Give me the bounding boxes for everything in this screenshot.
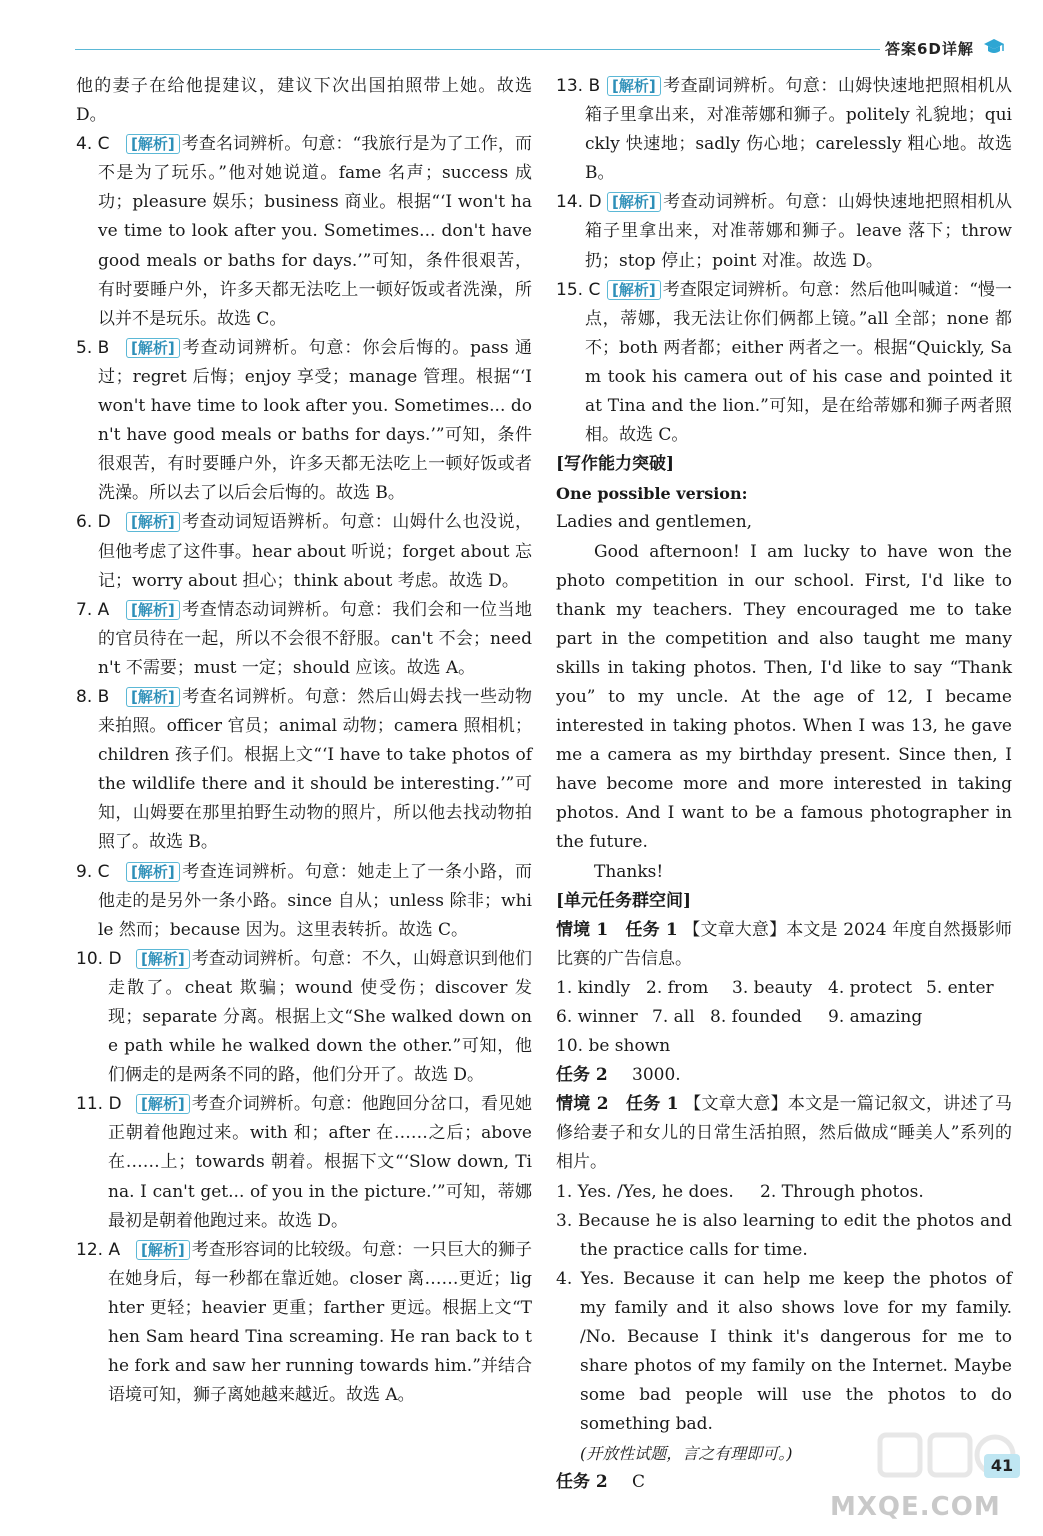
answer-item-4	[76, 130, 532, 334]
header-rule	[75, 49, 880, 50]
scenario-2-text: 【文章大意】本文是一篇记叙文，讲述了马修给妻子和女儿的日常生活拍照，然后做成“睡美人”系列的相片。	[556, 1094, 1013, 1173]
graduation-cap-icon	[983, 36, 1005, 58]
item-text: 考查情态动词辨析。句意：我们会和一位当地的官员待在一起，所以不会很不舒服。can't 不会；needn't 不需要；must 一定；should 应该。故选 A。	[98, 599, 532, 678]
answer: 1. Yes. /Yes, he does.	[556, 1181, 734, 1202]
item-number: 4. C	[76, 134, 110, 155]
task-2-label: 任务 2	[556, 1065, 608, 1086]
answer: 6. winner	[556, 1007, 638, 1027]
answer-item-14	[556, 188, 1012, 275]
answer-q3: 3. Because he is also learning to edit the photos and the practice calls for time.	[556, 1210, 1012, 1260]
answer: 1. kindly	[556, 977, 631, 998]
answer: 2. from	[646, 977, 709, 998]
answer: 5. enter	[926, 977, 994, 998]
answer-item-7	[76, 596, 532, 683]
analysis-tag: [解析]	[126, 862, 180, 882]
answer-item-8	[76, 683, 532, 858]
scenario-2-label: 情境 2 任务 1	[556, 1094, 679, 1115]
item-text: 考查副词辨析。句意：山姆快速地把照相机从箱子里拿出来，对准蒂娜和狮子。politely 礼貌地；quickly 快速地；sadly 伤心地；carelessly 粗心地。故选 B。	[585, 76, 1012, 184]
answer: 2. Through photos.	[760, 1181, 924, 1202]
item-number: 7. A	[76, 599, 110, 620]
unit-heading: [单元任务群空间]	[556, 890, 692, 911]
item-number: 8. B	[76, 686, 110, 707]
item-text: 考查名词辨析。句意：“我旅行是为了工作，而不是为了玩乐。”他对她说道。fame 名声；success 成功；pleasure 娱乐；business 商业。根据“‘I won't have time to look after you. Sometimes... don't have good meals or baths for days.’”可知，条件很艰苦，有时要睡户外，许多天都无法吃上一顿好饭或者洗澡，所以并不是玩乐。故选 C。	[98, 134, 532, 329]
left-column	[76, 72, 532, 1410]
item-number: 6. D	[76, 512, 111, 533]
task-2-value: 3000.	[632, 1065, 681, 1086]
item-number: 10. D	[76, 948, 122, 969]
item-text: 考查限定词辨析。句意：然后他叫喊道：“慢一点，蒂娜，我无法让你们俩都上镜。”all 全部；none 都不；both 两者都；either 两者之一。根据“Quickly, Sam took his camera out of his case and pointed it at Tina and the lion.”可知，是在给蒂娜和狮子两者照相。故选 C。	[585, 279, 1012, 446]
version-label: One possible version:	[556, 484, 748, 504]
answer: 10. be shown	[556, 1036, 671, 1057]
item-number: 5. B	[76, 337, 110, 358]
scenario-1	[556, 916, 1012, 974]
analysis-tag: [解析]	[126, 600, 180, 620]
item-text: 考查动词辨析。句意：山姆快速地把照相机从箱子里拿出来，对准蒂娜和狮子。leave 落下；throw 扔；stop 停止；point 对准。故选 D。	[585, 192, 1012, 271]
analysis-tag: [解析]	[136, 1240, 190, 1260]
task-2b-value: C	[632, 1472, 646, 1493]
page-number: 41	[984, 1454, 1020, 1478]
item-text: 考查动词短语辨析。句意：山姆什么也没说，但他考虑了这件事。hear about 听说；forget about 忘记；worry about 担心；think about 考虑。故选 D。	[98, 512, 532, 591]
answer-item-15	[556, 276, 1012, 451]
answer-item-6	[76, 508, 532, 595]
analysis-tag: [解析]	[126, 338, 180, 358]
answer-q4: 4. Yes. Because it can help me keep the photos of my family and it also shows love for my family. /No. Because I think it's dangerous for me to share photos of my family on the Internet. Maybe some bad people will use the photos to do something bad.	[556, 1268, 1012, 1435]
item-number: 15. C	[556, 279, 601, 300]
answers-row-2	[556, 1003, 1012, 1032]
writing-heading: [写作能力突破]	[556, 454, 675, 475]
answer: 7. all	[652, 1007, 695, 1027]
item-number: 9. C	[76, 861, 110, 882]
item-number: 14. D	[556, 192, 602, 213]
answers-row-3	[556, 1032, 1012, 1061]
analysis-tag: [解析]	[607, 76, 661, 96]
essay-greeting: Ladies and gentlemen,	[556, 512, 753, 533]
analysis-tag: [解析]	[607, 192, 661, 212]
answers-row-1	[556, 974, 1012, 1003]
answer-item-10	[76, 945, 532, 1090]
answer-item-5	[76, 334, 532, 509]
answer: 9. amazing	[828, 1007, 923, 1027]
analysis-tag: [解析]	[607, 280, 661, 300]
analysis-tag: [解析]	[136, 1094, 190, 1114]
right-column	[556, 72, 1012, 1498]
answer-item-13	[556, 72, 1012, 188]
watermark-text: MXQE.COM	[830, 1492, 1001, 1522]
item-text: 考查动词辨析。句意：你会后悔的。pass 通过；regret 后悔；enjoy 享受；manage 管理。根据“‘I won't have time to look after you. Sometimes... don't have good meals or baths for days.’”可知，条件很艰苦，有时要睡户外，许多天都无法吃上一顿好饭或者洗澡。所以去了以后会后悔的。故选 B。	[98, 337, 532, 504]
essay-thanks: Thanks!	[594, 861, 664, 882]
answer: 4. protect	[828, 977, 913, 998]
item-number: 13. B	[556, 76, 601, 96]
analysis-tag: [解析]	[136, 949, 190, 969]
item-text: 考查名词辨析。句意：然后山姆去找一些动物来拍照。officer 官员；animal 动物；camera 照相机；children 孩子们。根据上文“‘I have to take photos of the wildlife there and it should be interesting.’”可知，山姆要在那里拍野生动物的照片，所以他去找动物拍照了。故选 B。	[98, 686, 532, 853]
item-number: 12. A	[76, 1239, 121, 1260]
answer: 8. founded	[710, 1007, 802, 1027]
item-text: 考查连词辨析。句意：她走上了一条小路，而他走的是另外一条小路。since 自从；unless 除非；while 然而；because 因为。这里表转折。故选 C。	[98, 861, 532, 940]
item-text: 考查介词辨析。句意：他跑回分岔口，看见她正朝着他跑过来。with 和；after 在……之后；above 在……上；towards 朝着。根据下文“‘Slow down, Tina. I can't get... of you in the picture.’”可知，蒂娜最初是朝着他跑过来。故选 D。	[108, 1094, 532, 1231]
analysis-tag: [解析]	[126, 687, 180, 707]
item-text: 考查形容词的比较级。句意：一只巨大的狮子在她身后，每一秒都在靠近她。closer 离……更近；lighter 更轻；heavier 更重；farther 更远。根据上文“Then Sam heard Tina screaming. He ran back to the fork and saw her running towards him.”并结合语境可知，狮子离她越来越近。故选 A。	[108, 1239, 532, 1406]
left-intro: 他的妻子在给他提建议，建议下次出国拍照带上她。故选 D。	[76, 76, 532, 126]
scenario-1-label: 情境 1 任务 1	[556, 919, 678, 940]
analysis-tag: [解析]	[126, 134, 180, 154]
analysis-tag: [解析]	[126, 512, 180, 532]
task-2-row	[556, 1061, 1012, 1090]
task-2b-label: 任务 2	[556, 1472, 608, 1493]
essay-body: Good afternoon! I am lucky to have won the photo competition in our school. First, I'd like to thank my teachers. They encouraged me to take part in the competition and also taught me many skills in taking photos. Then, I'd like to say “Thank you” to my uncle. At the age of 12, I became interested in taking photos. When I was 13, he gave me a camera as my birthday present. Since then, I have become more and more interested in taking photos. And I want to be a famous photographer in the future.	[556, 541, 1012, 853]
answer: 3. beauty	[732, 977, 813, 998]
answers-q1-q2	[556, 1178, 1012, 1207]
answer-item-12	[76, 1236, 532, 1411]
header-title: 答案6D详解	[885, 40, 974, 58]
open-question-note: (开放性试题，言之有理即可。)	[580, 1444, 793, 1464]
scenario-1-text: 【文章大意】本文是 2024 年度自然摄影师比赛的广告信息。	[556, 919, 1012, 969]
item-number: 11. D	[76, 1094, 122, 1115]
answer-item-9	[76, 858, 532, 945]
answer-item-11	[76, 1090, 532, 1235]
item-text: 考查动词辨析。句意：不久，山姆意识到他们走散了。cheat 欺骗；wound 使受伤；discover 发现；separate 分离。根据上文“She walked down one path while he walked down the other.”可知，他们俩走的是两条不同的路，他们分开了。故选 D。	[108, 948, 532, 1086]
scenario-2	[556, 1090, 1012, 1177]
